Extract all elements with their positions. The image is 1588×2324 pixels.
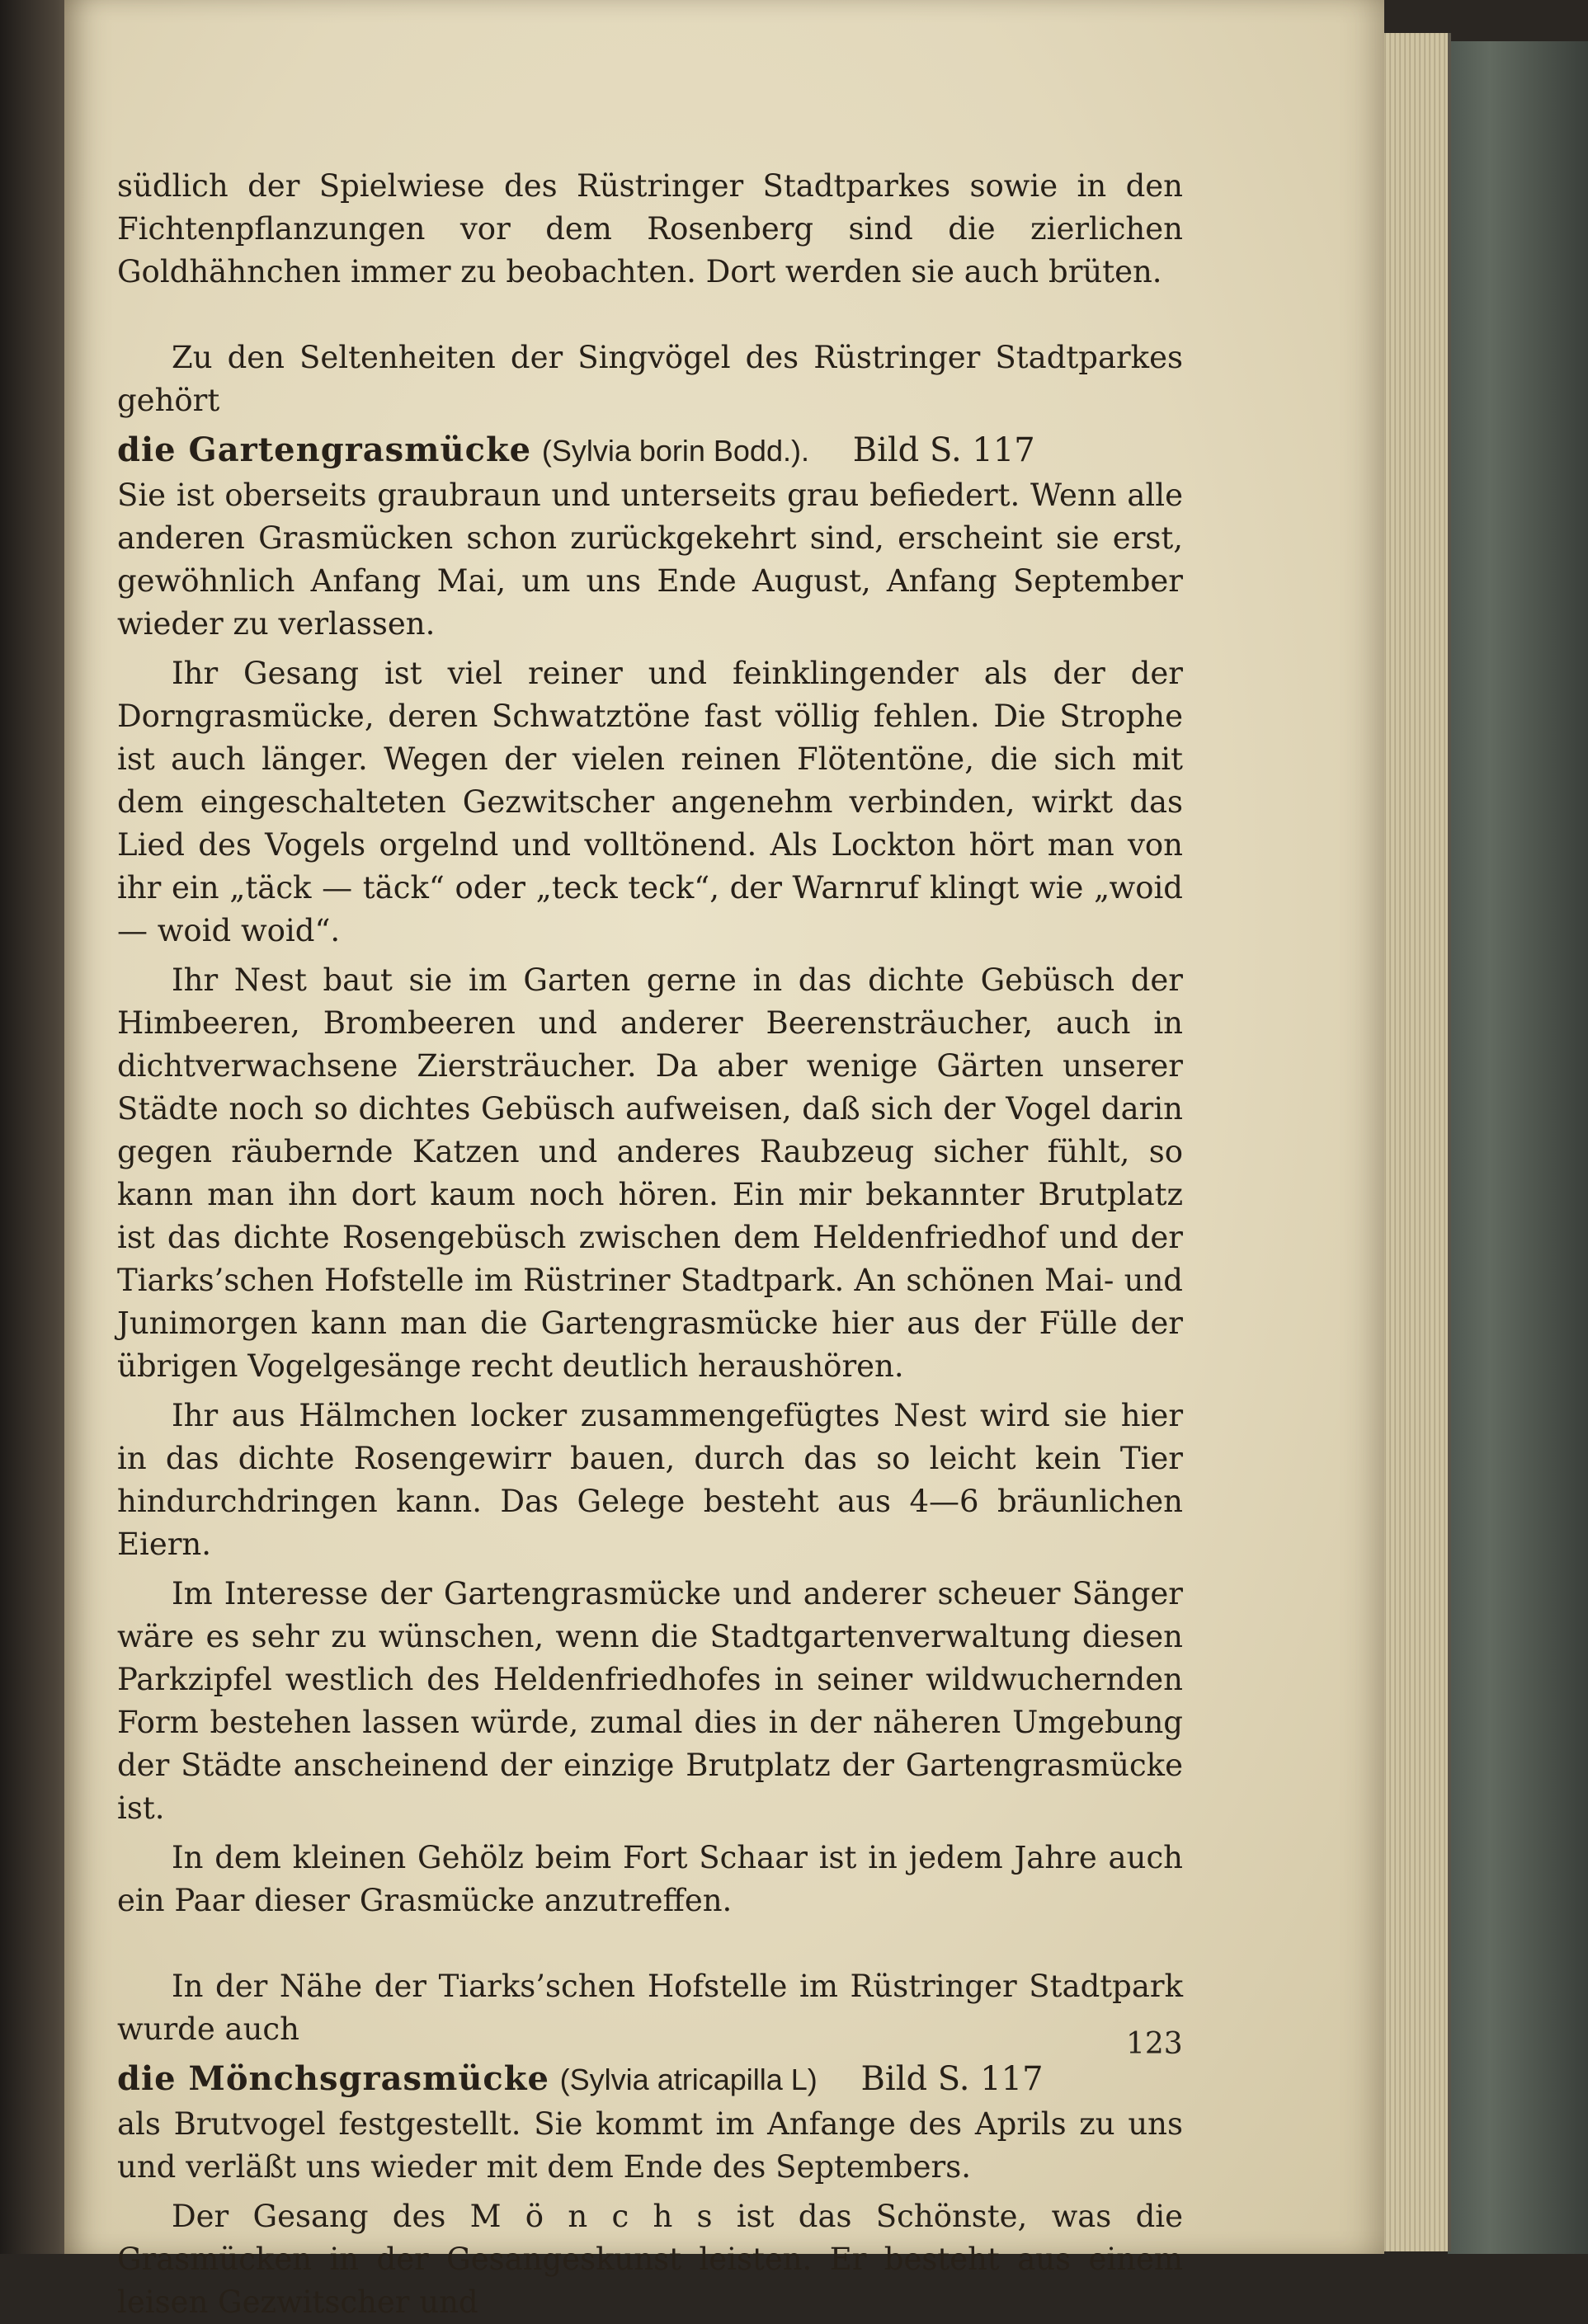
paragraph-brutvogel: als Brutvogel festgestellt. Sie kommt im Anfange des Aprils zu uns und verläßt uns wieder mit dem Ende des Septembers.: [117, 2106, 1183, 2185]
page-text: [117, 165, 1183, 2324]
figure-reference: Bild S. 117: [852, 431, 1035, 469]
paragraph-fort-schaar: In dem kleinen Gehölz beim Fort Schaar ist in jedem Jahre auch ein Paar dieser Grasmücke anzutreffen.: [117, 1840, 1183, 1918]
species-name: die Gartengrasmücke: [117, 430, 532, 469]
species-name: die Mönchsgrasmücke: [117, 2059, 549, 2098]
scientific-name: (Sylvia atricapilla L): [559, 2063, 818, 2096]
paragraph-nest-material: Ihr aus Hälmchen locker zusammengefügtes Nest wird sie hier in das dichte Rosengewirr bauen, durch das so leicht kein Tier hindurchdringen kann. Das Gelege besteht aus 4—6 bräunlichen Eiern.: [117, 1398, 1183, 1562]
species-heading-moenchsgrasmuecke: [117, 2056, 1183, 2103]
species-heading-gartengrasmuecke: [117, 427, 1183, 474]
figure-reference: Bild S. 117: [860, 2060, 1044, 2098]
page-number: 123: [1126, 2027, 1183, 2061]
paragraph-song: Ihr Gesang ist viel reiner und feinklingender als der der Dorngrasmücke, deren Schwatztöne fast völlig fehlen. Die Strophe ist auch länger. Wegen der vielen reinen Flötentöne, die sich mit dem eingeschalteten Gezwitscher angenehm verbinden, wirkt das Lied des Vogels orgelnd und volltönend. Als Lockton hört man von ihr ein „täck — täck“ oder „teck teck“, der Warnruf klingt wie „woid — woid woid“.: [117, 656, 1183, 948]
paragraph-conservation: Im Interesse der Gartengrasmücke und anderer scheuer Sänger wäre es sehr zu wünschen, wenn die Stadtgartenverwaltung diesen Parkzipfel westlich des Heldenfriedhofes in seiner wildwuchernden Form bestehen lassen würde, zumal dies in der näheren Umgebung der Städte anscheinend der einzige Brutplatz der Gartengrasmücke ist.: [117, 1576, 1183, 1826]
paragraph-goldhaehnchen: südlich der Spielwiese des Rüstringer Stadtparkes sowie in den Fichtenpflanzungen vor dem Rosenberg sind die zierlichen Goldhähnchen immer zu beobachten. Dort werden sie auch brüten.: [117, 168, 1183, 289]
paragraph-description: Sie ist oberseits graubraun und unterseits grau befiedert. Wenn alle anderen Grasmücken schon zurückgekehrt sind, erscheint sie erst, gewöhnlich Anfang Mai, um uns Ende August, Anfang September wieder zu verlassen.: [117, 478, 1183, 642]
paragraph-intro-moenchsgrasmuecke: In der Nähe der Tiarks’schen Hofstelle im Rüstringer Stadtpark wurde auch: [117, 1969, 1183, 2047]
paragraph-nest: Ihr Nest baut sie im Garten gerne in das dichte Gebüsch der Himbeeren, Brombeeren und anderer Beerensträucher, auch in dichtverwachsene Ziersträucher. Da aber wenige Gärten unserer Städte noch so dichtes Gebüsch aufweisen, daß sich der Vogel darin gegen räubernde Katzen und anderes Raubzeug sicher fühlt, so kann man ihn dort kaum noch hören. Ein mir bekannter Brutplatz ist das dichte Rosengebüsch zwischen dem Heldenfriedhof und der Tiarks’schen Hofstelle im Rüstriner Stadtpark. An schönen Mai- und Junimorgen kann man die Gartengrasmücke hier aus der Fülle der übrigen Vogelgesänge recht deutlich heraushören.: [117, 962, 1183, 1384]
scientific-name: (Sylvia borin Bodd.).: [541, 434, 809, 468]
book-cover: [1448, 41, 1588, 2254]
paragraph-gesang-moench: Der Gesang des M ö n c h s ist das Schönste, was die Grasmücken in der Gesangeskunst leisten. Er besteht aus einem leisen Gezwitscher und: [117, 2199, 1183, 2320]
paragraph-intro-gartengrasmuecke: Zu den Seltenheiten der Singvögel des Rüstringer Stadtparkes gehört: [117, 340, 1183, 418]
